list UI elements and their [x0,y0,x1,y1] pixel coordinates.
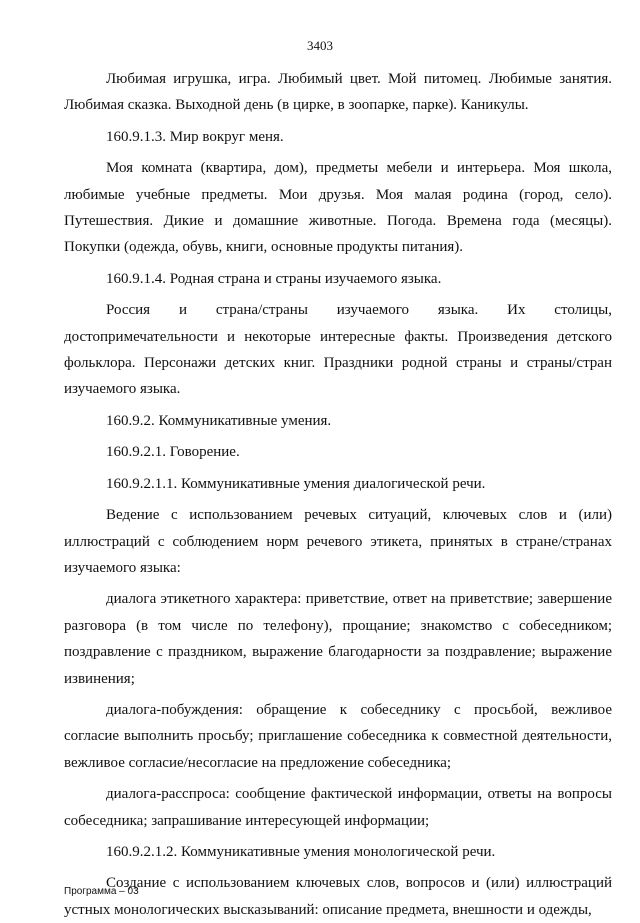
paragraph: Ведение с использованием речевых ситуаций, ключевых слов и (или) иллюстраций с соблюдением норм речевого этикета, принятых в стране/странах изучаемого языка: [64,507,612,576]
section-heading: 160.9.2.1.2. Коммуникативные умения монологической речи. [106,843,496,860]
section-heading: 160.9.2. Коммуникативные умения. [106,412,332,429]
section-heading: 160.9.2.1. Говорение. [106,444,240,461]
section-heading: 160.9.1.3. Мир вокруг меня. [106,128,284,145]
paragraph: диалога этикетного характера: приветствие, ответ на приветствие; завершение разговора (в том числе по телефону), прощание; знакомство с собеседником; поздравление с праздником, выражение благодарности за поздравление; выражение извинения; [64,591,612,687]
body-text [64,66,612,923]
footer-label: Программа – 03 [64,886,139,897]
page-number: 3403 [307,38,333,53]
paragraph: Россия и страна/страны изучаемого языка. Их столицы, достопримечательности и некоторые интересные факты. Произведения детского фольклора. Персонажи детских книг. Праздники родной страны и страны/стран изучаемого языка. [64,302,612,398]
paragraph: диалога-расспроса: сообщение фактической информации, ответы на вопросы собеседника; запрашивание интересующей информации; [64,786,612,829]
section-heading: 160.9.2.1.1. Коммуникативные умения диалогической речи. [106,475,486,492]
paragraph: диалога-побуждения: обращение к собеседнику с просьбой, вежливое согласие выполнить просьбу; приглашение собеседника к совместной деятельности, вежливое согласие/несогласие на предложение собеседника; [64,701,612,771]
paragraph: Любимая игрушка, игра. Любимый цвет. Мой питомец. Любимые занятия. Любимая сказка. Выходной день (в цирке, в зоопарке, парке). Каникулы. [64,71,612,114]
section-heading: 160.9.1.4. Родная страна и страны изучаемого языка. [106,270,442,287]
paragraph: Моя комната (квартира, дом), предметы мебели и интерьера. Моя школа, любимые учебные предметы. Мои друзья. Моя малая родина (город, село). Путешествия. Дикие и домашние животные. Погода. Времена года (месяцы). Покупки (одежда, обувь, книги, основные продукты питания). [64,160,612,256]
paragraph: Создание с использованием ключевых слов, вопросов и (или) иллюстраций устных монологических высказываний: описание предмета, внешности и одежды, [64,875,612,918]
